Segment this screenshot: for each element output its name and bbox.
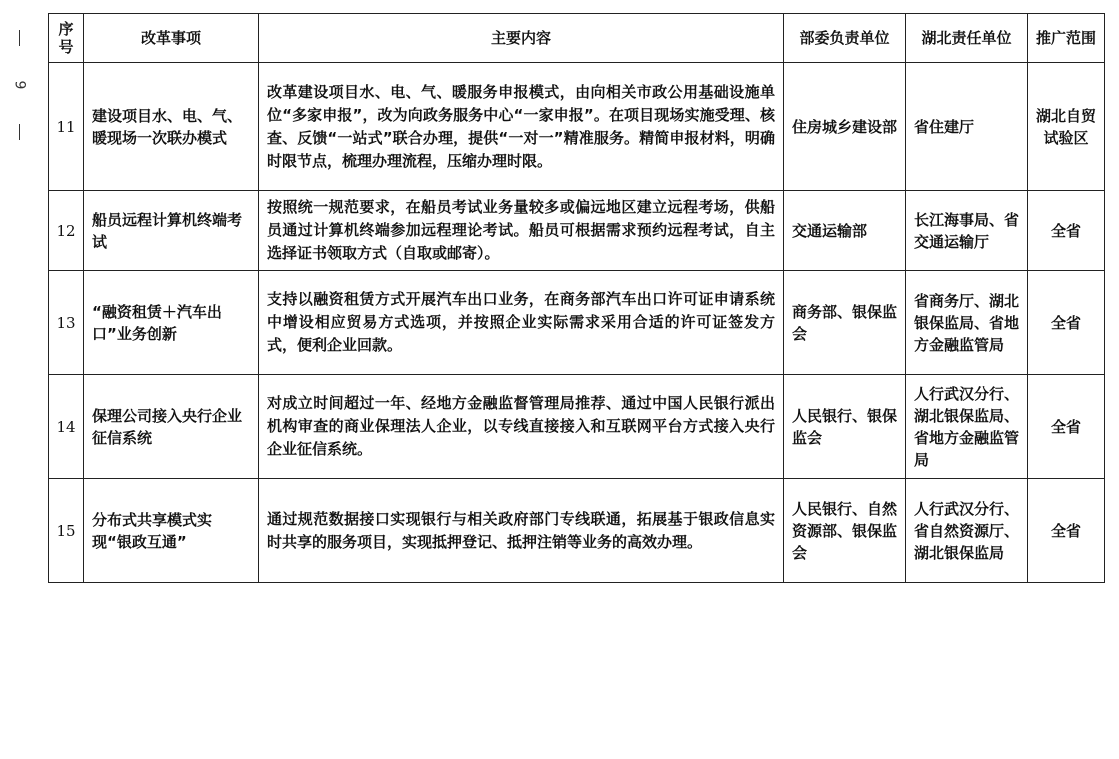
reform-item: “融资租赁＋汽车出口”业务创新 xyxy=(84,271,259,375)
main-content: 改革建设项目水、电、气、暖服务申报模式，由向相关市政公用基础设施单位“多家申报”，改为向政务服务中心“一家申报”。在项目现场实施受理、核查、反馈“一站式”联合办理，提供“一对一”精准服务。精简申报材料，明确时限节点，梳理办理流程，压缩办理时限。 xyxy=(259,63,784,191)
row-number: 15 xyxy=(49,479,84,583)
table-row xyxy=(49,479,1105,583)
reform-items-table xyxy=(48,13,1105,583)
hubei-unit: 长江海事局、省交通运输厅 xyxy=(906,191,1028,271)
main-content: 通过规范数据接口实现银行与相关政府部门专线联通，拓展基于银政信息实时共享的服务项目，实现抵押登记、抵押注销等业务的高效办理。 xyxy=(259,479,784,583)
main-content: 支持以融资租赁方式开展汽车出口业务，在商务部汽车出口许可证申请系统中增设相应贸易方式选项，并按照企业实际需求采用合适的许可证签发方式，便利企业回款。 xyxy=(259,271,784,375)
ministry-unit: 住房城乡建设部 xyxy=(784,63,906,191)
promotion-scope: 全省 xyxy=(1028,375,1105,479)
reform-item: 保理公司接入央行企业征信系统 xyxy=(84,375,259,479)
header-ministry: 部委负责单位 xyxy=(784,14,906,63)
hubei-unit: 省住建厅 xyxy=(906,63,1028,191)
main-content: 按照统一规范要求，在船员考试业务量较多或偏远地区建立远程考场，供船员通过计算机终端参加远程理论考试。船员可根据需求预约远程考试，自主选择证书领取方式（自取或邮寄）。 xyxy=(259,191,784,271)
table-row xyxy=(49,271,1105,375)
promotion-scope: 湖北自贸试验区 xyxy=(1028,63,1105,191)
page-number-dash-bottom xyxy=(19,124,20,140)
page-number-value: 9 xyxy=(10,80,27,90)
promotion-scope: 全省 xyxy=(1028,479,1105,583)
table-row xyxy=(49,191,1105,271)
reform-item: 分布式共享模式实现“银政互通” xyxy=(84,479,259,583)
table-row xyxy=(49,63,1105,191)
header-content: 主要内容 xyxy=(259,14,784,63)
page-number xyxy=(8,30,30,140)
reform-item: 建设项目水、电、气、暖现场一次联办模式 xyxy=(84,63,259,191)
ministry-unit: 人民银行、银保监会 xyxy=(784,375,906,479)
ministry-unit: 商务部、银保监会 xyxy=(784,271,906,375)
hubei-unit: 省商务厅、湖北银保监局、省地方金融监管局 xyxy=(906,271,1028,375)
hubei-unit: 人行武汉分行、省自然资源厅、湖北银保监局 xyxy=(906,479,1028,583)
row-number: 12 xyxy=(49,191,84,271)
header-scope: 推广范围 xyxy=(1028,14,1105,63)
row-number: 11 xyxy=(49,63,84,191)
ministry-unit: 交通运输部 xyxy=(784,191,906,271)
main-content: 对成立时间超过一年、经地方金融监督管理局推荐、通过中国人民银行派出机构审查的商业保理法人企业，以专线直接接入和互联网平台方式接入央行企业征信系统。 xyxy=(259,375,784,479)
table-row xyxy=(49,375,1105,479)
reform-item: 船员远程计算机终端考试 xyxy=(84,191,259,271)
header-item: 改革事项 xyxy=(84,14,259,63)
promotion-scope: 全省 xyxy=(1028,271,1105,375)
row-number: 13 xyxy=(49,271,84,375)
header-hubei: 湖北责任单位 xyxy=(906,14,1028,63)
ministry-unit: 人民银行、自然资源部、银保监会 xyxy=(784,479,906,583)
row-number: 14 xyxy=(49,375,84,479)
hubei-unit: 人行武汉分行、湖北银保监局、省地方金融监管局 xyxy=(906,375,1028,479)
page-number-dash-top xyxy=(19,30,20,46)
promotion-scope: 全省 xyxy=(1028,191,1105,271)
header-no: 序号 xyxy=(49,14,84,63)
table-header-row xyxy=(49,14,1105,63)
